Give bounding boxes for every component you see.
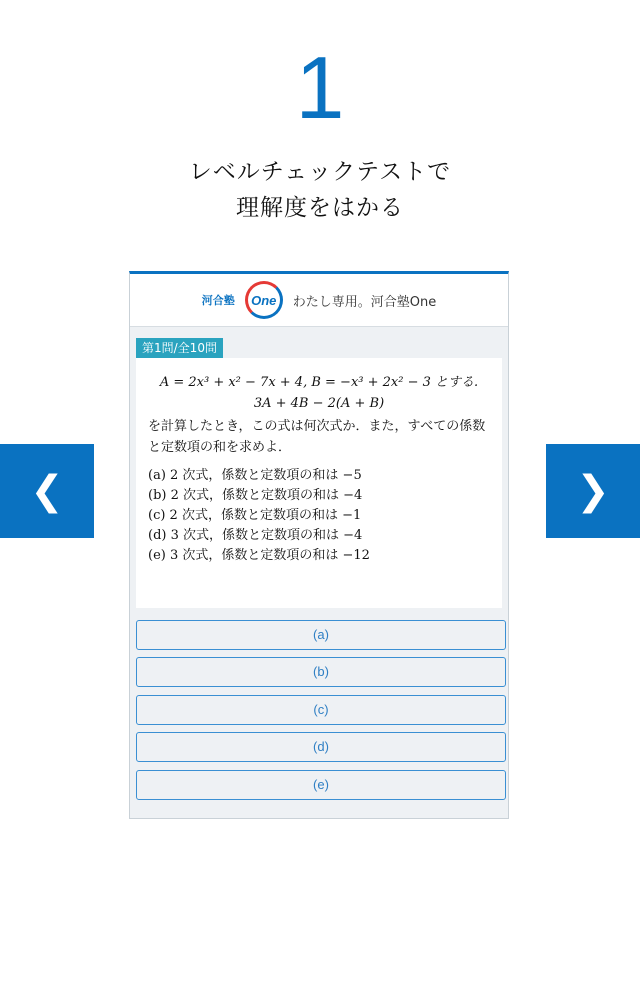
app-header xyxy=(130,274,508,327)
previous-button[interactable] xyxy=(0,444,94,538)
choice-c: (c) 2 次式，係数と定数項の和は −1 xyxy=(148,508,362,523)
app-tagline: わたし専用。河合塾One xyxy=(292,294,437,310)
answer-button-e[interactable]: (e) xyxy=(136,770,506,800)
brand-name: 河合塾 xyxy=(201,294,235,307)
step-number: 1 xyxy=(295,38,345,137)
next-button[interactable] xyxy=(546,444,640,538)
kawai-one-logo xyxy=(245,281,283,319)
choice-list xyxy=(148,466,490,566)
answer-button-b[interactable]: (b) xyxy=(136,657,506,687)
logo-text: One xyxy=(251,292,277,308)
question-formula-2: 3A + 4B − 2(A + B) xyxy=(253,396,385,411)
answer-button-d[interactable]: (d) xyxy=(136,732,506,762)
headline-line-2: 理解度をはかる xyxy=(236,195,404,221)
question-counter-badge: 第1問/全10問 xyxy=(136,338,223,358)
answer-button-c[interactable]: (c) xyxy=(136,695,506,725)
chevron-left-icon: ❮ xyxy=(30,468,64,514)
question-formula-1: A = 2x³ + x² − 7x + 4, B = −x³ + 2x² − 3 とする. xyxy=(159,375,479,390)
question-card xyxy=(136,358,502,608)
answer-button-a[interactable]: (a) xyxy=(136,620,506,650)
choice-d: (d) 3 次式，係数と定数項の和は −4 xyxy=(148,528,363,543)
choice-a: (a) 2 次式，係数と定数項の和は −5 xyxy=(148,468,362,483)
chevron-right-icon: ❯ xyxy=(576,468,610,514)
question-text: を計算したとき，この式は何次式か．また，すべての係数と定数項の和を求めよ． xyxy=(148,419,486,455)
headline-line-1: レベルチェックテストで xyxy=(188,159,452,185)
app-screenshot xyxy=(129,271,509,819)
choice-b: (b) 2 次式，係数と定数項の和は −4 xyxy=(148,488,363,503)
page-headline xyxy=(0,154,640,226)
choice-e: (e) 3 次式，係数と定数項の和は −12 xyxy=(148,548,370,563)
